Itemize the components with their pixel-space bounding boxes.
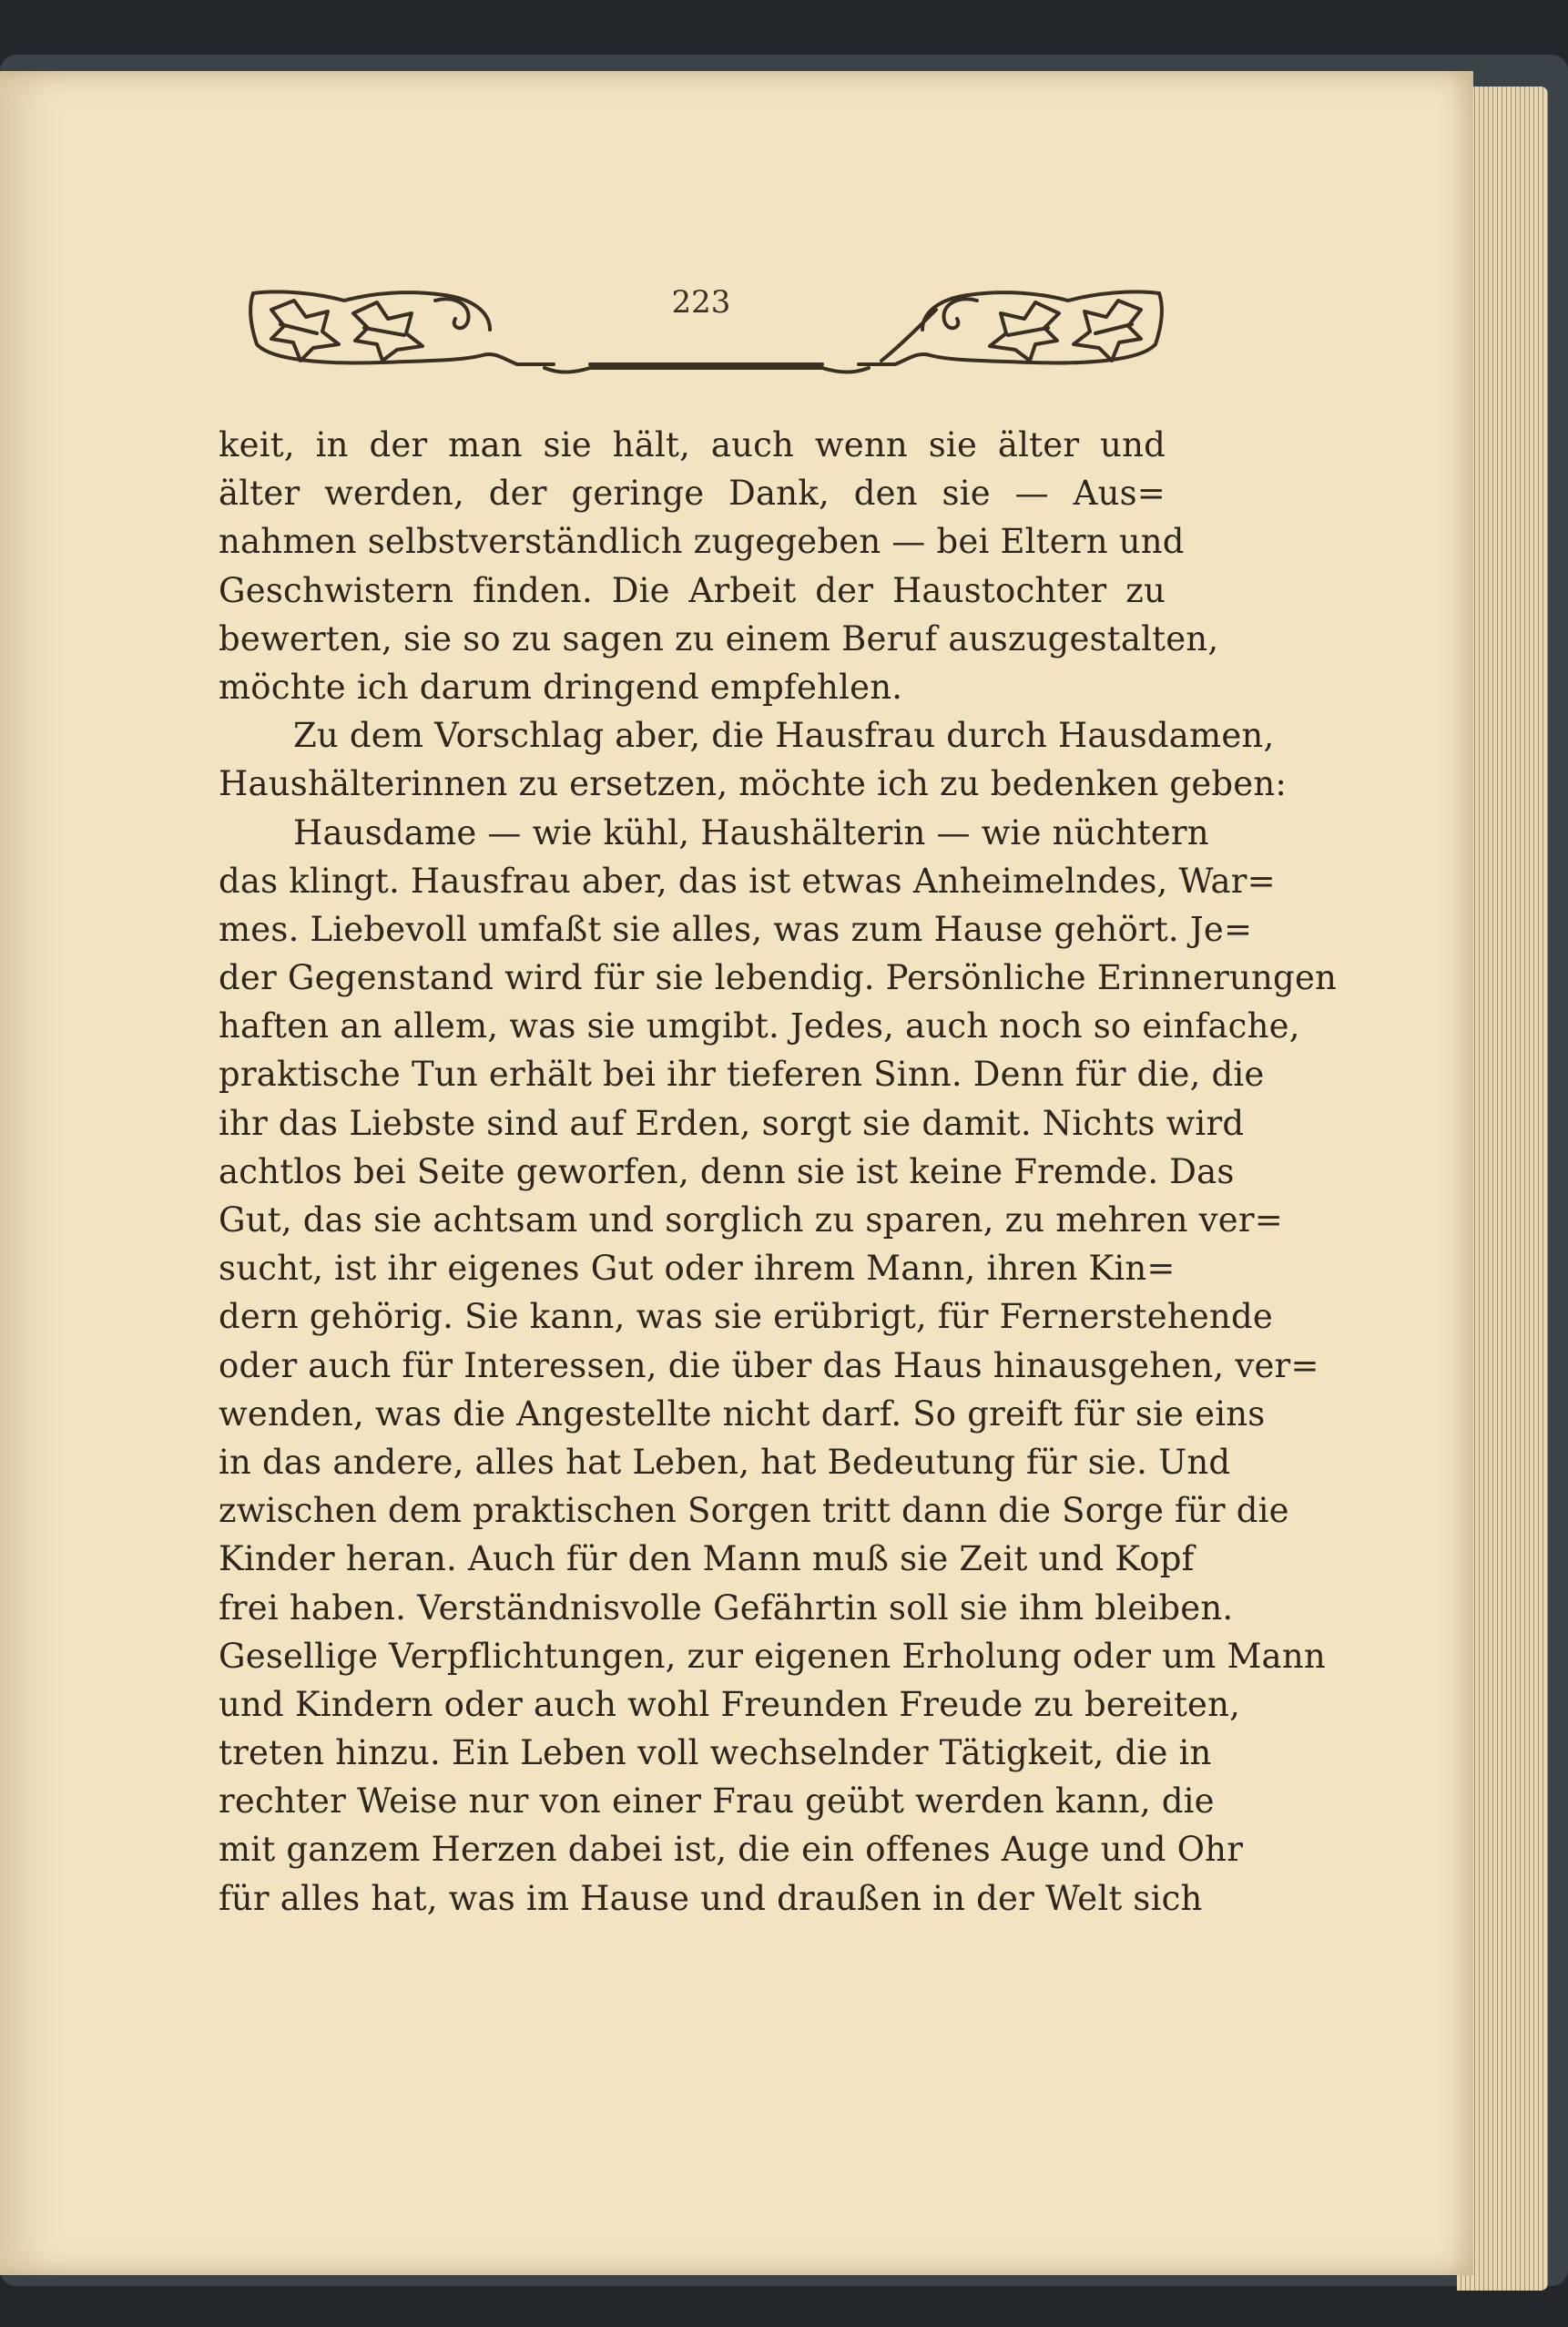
text-line: und Kindern oder auch wohl Freunden Freude zu bereiten,	[219, 1684, 1241, 1724]
text-line: das klingt. Hausfrau aber, das ist etwas Anheimelndes, War=	[219, 861, 1276, 901]
text-line: rechter Weise nur von einer Frau geübt werden kann, die	[219, 1781, 1215, 1822]
text-line: Gut, das sie achtsam und sorglich zu sparen, zu mehren ver=	[219, 1200, 1283, 1240]
text-line: praktische Tun erhält bei ihr tieferen Sinn. Denn für die, die	[219, 1055, 1265, 1095]
text-line: achtlos bei Seite geworfen, denn sie ist keine Fremde. Das	[219, 1151, 1235, 1191]
page-number: 223	[671, 284, 731, 321]
text-line: bewerten, sie so zu sagen zu einem Beruf auszugestalten,	[219, 618, 1219, 658]
text-line: oder auch für Interessen, die über das Haus hinausgehen, ver=	[219, 1345, 1319, 1385]
text-line: Zu dem Vorschlag aber, die Hausfrau durch Hausdamen,	[293, 716, 1275, 756]
text-line: treten hinzu. Ein Leben voll wechselnder Tätigkeit, die in	[219, 1733, 1212, 1773]
text-line: für alles hat, was im Hause und draußen in der Welt sich	[219, 1878, 1203, 1918]
text-line: sucht, ist ihr eigenes Gut oder ihrem Mann, ihren Kin=	[219, 1249, 1176, 1289]
text-line: nahmen selbstverständlich zugegeben — bei Eltern und	[219, 522, 1185, 562]
text-line: Geschwistern finden. Die Arbeit der Haustochter zu	[219, 570, 1166, 610]
text-line: haften an allem, was sie umgibt. Jedes, auch noch so einfache,	[219, 1006, 1300, 1046]
text-line: keit, in der man sie hält, auch wenn sie älter und	[219, 425, 1166, 464]
text-line: Kinder heran. Auch für den Mann muß sie Zeit und Kopf	[219, 1539, 1195, 1579]
text-line: der Gegenstand wird für sie lebendig. Persönliche Erinnerungen	[219, 958, 1338, 998]
text-line: mit ganzem Herzen dabei ist, die ein offenes Auge und Ohr	[219, 1830, 1244, 1870]
text-line: Haushälterinnen zu ersetzen, möchte ich zu bedenken geben:	[219, 764, 1288, 804]
text-line: mes. Liebevoll umfaßt sie alles, was zum Hause gehört. Je=	[219, 909, 1253, 949]
text-line: Hausdame — wie kühl, Haushälterin — wie nüchtern	[293, 812, 1209, 852]
text-line: in das andere, alles hat Leben, hat Bedeutung für sie. Und	[219, 1442, 1231, 1482]
text-line: Gesellige Verpflichtungen, zur eigenen Erholung oder um Mann	[219, 1636, 1326, 1676]
body-text	[219, 421, 1338, 1923]
text-line: wenden, was die Angestellte nicht darf. So greift für sie eins	[219, 1393, 1266, 1434]
text-line: dern gehörig. Sie kann, was sie erübrigt, für Fernerstehende	[219, 1297, 1273, 1337]
text-line: ihr das Liebste sind auf Erden, sorgt sie damit. Nichts wird	[219, 1103, 1245, 1143]
text-line: älter werden, der geringe Dank, den sie — Aus=	[219, 474, 1166, 514]
text-line: frei haben. Verständnisvolle Gefährtin soll sie ihm bleiben.	[219, 1587, 1234, 1628]
text-line: zwischen dem praktischen Sorgen tritt dann die Sorge für die	[219, 1491, 1289, 1531]
text-line: möchte ich darum dringend empfehlen.	[219, 667, 903, 707]
